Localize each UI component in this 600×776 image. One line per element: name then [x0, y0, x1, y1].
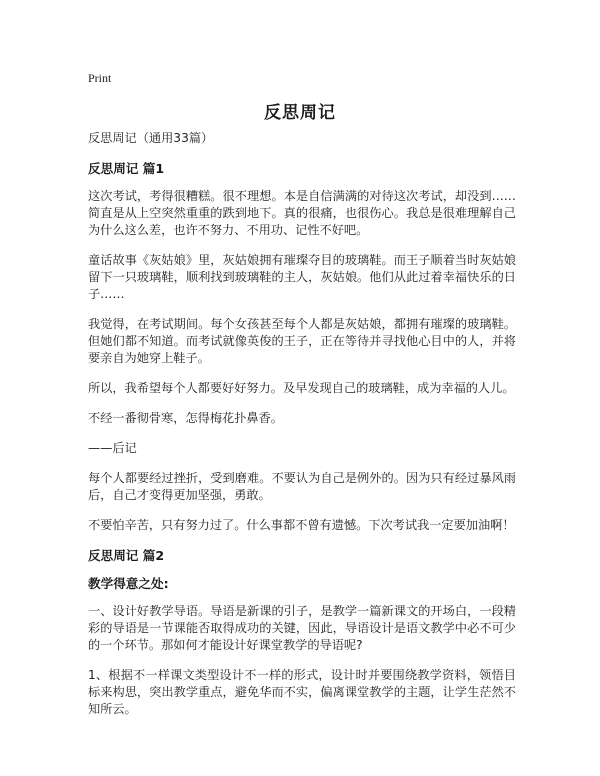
paragraph: 我觉得，在考试期间。每个女孩甚至每个人都是灰姑娘，都拥有璀璨的玻璃鞋。但她们都不知道。而考试就像英俊的王子，正在等待并寻找他心目中的人，并将要亲自为她穿上鞋子。 — [88, 317, 516, 365]
paragraph: ——后记 — [88, 441, 137, 455]
paragraph: 1、根据不一样课文类型设计不一样的形式，设计时并要围绕教学资料，领悟目标来构思，突出教学重点，避免华而不实，偏离课堂教学的主题，让学生茫然不知所云。 — [88, 668, 516, 716]
paragraph: 一、设计好教学导语。导语是新课的引子，是教学一篇新课文的开场白，一段精彩的导语是一节课能否取得成功的关键，因此，导语设计是语文教学中必不可少的一个环节。那如何才能设计好课堂教学的导语呢? — [88, 604, 516, 652]
paragraph: 所以，我希望每个人都要好好努力。及早发现自己的玻璃鞋，成为幸福的人儿。 — [88, 381, 515, 395]
print-link[interactable]: Print — [88, 71, 112, 85]
page-title: 反思周记 — [264, 103, 336, 123]
paragraph: 每个人都要经过挫折，受到磨难。不要认为自己是例外的。因为只有经过暴风雨后，自己才变得更加坚强，勇敢。 — [88, 471, 516, 502]
section-heading: 反思周记 篇2 — [88, 548, 165, 563]
section-heading: 反思周记 篇1 — [88, 161, 165, 176]
document-subtitle: 反思周记（通用33篇） — [88, 131, 214, 145]
document-body — [88, 130, 516, 731]
paragraph: 不要怕辛苦，只有努力过了。什么事都不曾有遗憾。下次考试我一定要加油啊！ — [88, 518, 515, 532]
paragraph: 不经一番彻骨寒，怎得梅花扑鼻香。 — [88, 411, 283, 425]
section-subheading: 教学得意之处: — [88, 576, 169, 591]
paragraph: 童话故事《灰姑娘》里，灰姑娘拥有璀璨夺目的玻璃鞋。而王子顺着当时灰姑娘留下一只玻璃鞋，顺利找到玻璃鞋的主人，灰姑娘。他们从此过着幸福快乐的日子…… — [88, 253, 516, 301]
paragraph: 这次考试，考得很糟糕。很不理想。本是自信满满的对待这次考试，却没到……简直是从上空突然重重的跌到地下。真的很痛，也很伤心。我总是很难理解自己为什么这么差，也许不努力、不用功、记性不好吧。 — [88, 189, 516, 237]
